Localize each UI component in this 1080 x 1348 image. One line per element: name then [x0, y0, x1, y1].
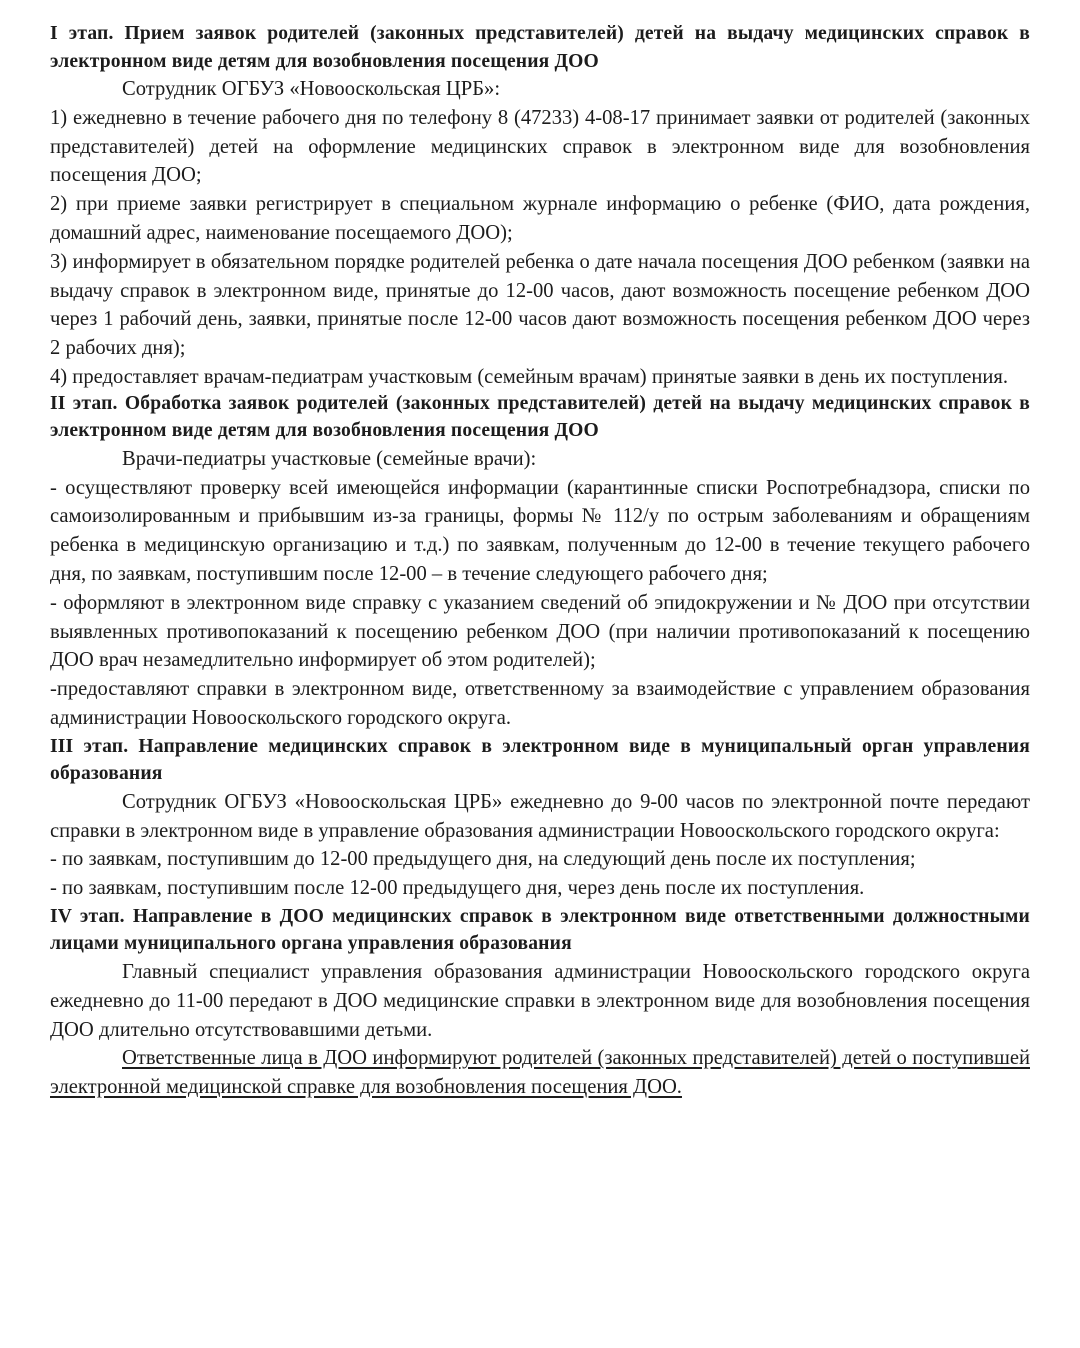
stage-1-item: 1) ежедневно в течение рабочего дня по телефону 8 (47233) 4-08-17 принимает заявки от родителей (законных представителей) детей на оформление медицинских справок в электронном виде для возобновления посещения ДОО;	[50, 106, 1030, 187]
stage-4-note: Ответственные лица в ДОО информируют родителей (законных представителей) детей о поступившей электронной медицинской справке для возобновления посещения ДОО.	[50, 1047, 1030, 1099]
stage-3-title: III этап. Направление медицинских справок в электронном виде в муниципальный орган управления образования	[50, 735, 1030, 785]
stage-2-item: - оформляют в электронном виде справку с указанием сведений об эпидокружении и № ДОО при отсутствии выявленных противопоказаний к посещению ребенком ДОО (при наличии противопоказаний к посещению ДОО врач незамедлительно информирует об этом родителей);	[50, 591, 1030, 672]
stage-1-intro: Сотрудник ОГБУЗ «Новооскольская ЦРБ»:	[122, 78, 501, 100]
stage-1-item: 3) информирует в обязательном порядке родителей ребенка о дате начала посещения ДОО ребенком (заявки на выдачу справок в электронном виде, принятые до 12-00 часов, дают возможность посещение ребенком ДОО через 1 рабочий день, заявки, принятые после 12-00 часов дают возможность посещения ребенком ДОО через 2 рабочих дня);	[50, 250, 1030, 360]
stage-3-intro: Сотрудник ОГБУЗ «Новооскольская ЦРБ» ежедневно до 9-00 часов по электронной почте передают справки в электронном виде в управление образования администрации Новооскольского городского округа:	[50, 790, 1030, 842]
stage-4-title: IV этап. Направление в ДОО медицинских справок в электронном виде ответственными должностными лицами муниципального органа управления образования	[50, 905, 1030, 955]
stage-2-item: -предоставляют справки в электронном виде, ответственному за взаимодействие с управлением образования администрации Новооскольского городского округа.	[50, 678, 1030, 729]
stage-4-intro: Главный специалист управления образования администрации Новооскольского городского округа ежедневно до 11-00 передают в ДОО медицинские справки в электронном виде для возобновления посещения ДОО длительно отсутствовавшими детьми.	[50, 960, 1030, 1041]
stage-2-intro: Врачи-педиатры участковые (семейные врачи):	[122, 447, 537, 470]
stage-1-title: I этап. Прием заявок родителей (законных представителей) детей на выдачу медицинских справок в электронном виде детям для возобновления посещения ДОО	[50, 23, 1030, 72]
stage-2-item: - осуществляют проверку всей имеющейся информации (карантинные списки Роспотребнадзора, списки по самоизолированным и прибывшим из-за границы, формы № 112/у по острым заболеваниям и обращениям ребенка в медицинскую организацию и т.д.) по заявкам, полученным до 12-00 в течение текущего рабочего дня, по заявкам, поступившим после 12-00 – в течение следующего рабочего дня;	[50, 476, 1030, 585]
stage-2-title: II этап. Обработка заявок родителей (законных представителей) детей на выдачу медицинских справок в электронном виде детям для возобновления посещения ДОО	[50, 392, 1030, 442]
stage-3-item: - по заявкам, поступившим после 12-00 предыдущего дня, через день после их поступления.	[50, 877, 865, 900]
stage-1-item: 2) при приеме заявки регистрирует в специальном журнале информацию о ребенке (ФИО, дата рождения, домашний адрес, наименование посещаемого ДОО);	[50, 193, 1030, 244]
stage-3-item: - по заявкам, поступившим до 12-00 предыдущего дня, на следующий день после их поступления;	[50, 848, 916, 871]
stage-1-item: 4) предоставляет врачам-педиатрам участковым (семейным врачам) принятые заявки в день их поступления.	[50, 365, 1009, 388]
